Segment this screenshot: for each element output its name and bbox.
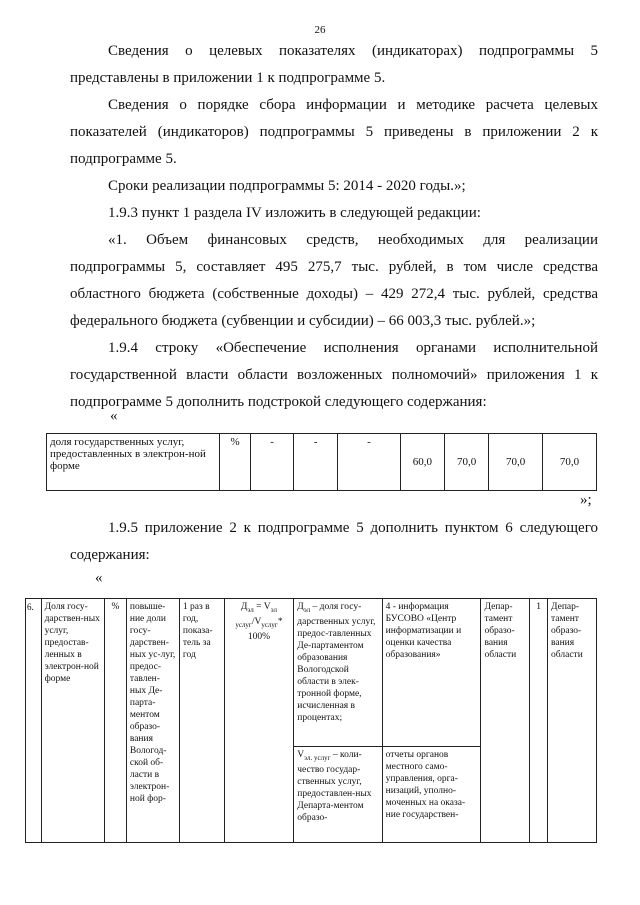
indicator-subrow-table [46,433,597,491]
periodicity-cell: 1 раз в год, показа-тель за год [179,599,224,843]
paragraph-methodology: Сведения о порядке сбора информации и методике расчета целевых показателей (индикаторов) подпрограммы 5 приведены в приложении 2 к подпрограмме 5. [70,97,598,167]
description-cell-1 [294,599,382,747]
formula-lhs-sub: эл [247,605,254,614]
formula-tail: 100% [247,631,271,642]
source-cell-1: 4 - информация БУСОВО «Центр информатизации и оценки качества образования» [382,599,481,747]
unit-cell: % [105,599,127,843]
indicator-name-cell: Доля госу-дарствен-ных услуг, предостав-ленных в электрон-ной форме [41,599,104,843]
methodology-table [25,598,597,843]
formula-v2: V [254,616,262,627]
table-row [47,434,597,491]
paragraph-1-9-4: 1.9.4 строку «Обеспечение исполнения органами исполнительной государственной власти области возложенных полномочий» приложения 1 к подпрограмме 5 дополнить подстрокой следующего содержания: [70,340,598,410]
formula-v1: V [263,602,271,612]
responsible-cell-2: Депар-тамент образо-вания области [548,599,597,843]
close-quote-1: »; [580,492,592,508]
desc-2-text: – коли-чество государ-ственных услуг, предоставлен-ных Департа-ментом образо- [297,750,372,823]
formula-cell: $Д_{эл} = V_{эл услуг}/V_{услуг}*$ 100% [224,599,294,843]
column-number-cell: 1 [530,599,548,843]
formula-v1-sub: эл услуг [235,605,278,629]
desc-1-var: Д [297,602,304,612]
paragraph-financing: «1. Объем финансовых средств, необходимых для реализации подпрограммы 5, составляет 495 275,7 тыс. рублей, в том числе средства областного бюджета (собственные доходы) – 429 272,4 тыс. рублей, средства федерального бюджета (субвенции и субсидии) – 66 003,3 тыс. рублей.»; [70,232,598,329]
desc-1-sub: эл [303,605,311,614]
formula-v2-sub: услуг [261,620,278,629]
description-cell-2 [294,747,382,843]
definition-cell: повыше-ние доли госу-дарствен-ных ус-луг, предос-тавлен-ных Де-парта-ментом образо-вания Вологод-ской об-ласти в электрон-ной фор- [126,599,179,843]
value-cell-4: 70,0 [543,434,597,491]
dash-cell-2: - [294,434,338,491]
desc-2-var: V [297,750,305,760]
page-number: 26 [314,24,326,36]
source-cell-2: отчеты органов местного само-управления, орга-низаций, уполно-моченных на оказа-ние государствен- [382,747,481,843]
value-cell-1: 60,0 [400,434,444,491]
open-quote-1: « [110,408,118,424]
dash-cell-1: - [250,434,294,491]
unit-cell: % [220,434,250,491]
desc-2-sub: эл. услуг [304,753,331,762]
paragraph-1-9-3: 1.9.3 пункт 1 раздела IV изложить в следующей редакции: [108,205,481,221]
indicator-name-cell: доля государственных услуг, предоставленных в электрон-ной форме [47,434,220,491]
paragraph-1-9-5: 1.9.5 приложение 2 к подпрограмме 5 дополнить пунктом 6 следующего содержания: [70,520,598,563]
paragraph-indicators-appendix: Сведения о целевых показателях (индикаторах) подпрограммы 5 представлены в приложении 1 к подпрограмме 5. [70,43,598,86]
dash-cell-3: - [338,434,401,491]
responsible-cell-1: Депар-тамент образо-вания области [481,599,530,843]
open-quote-2: « [95,570,103,586]
value-cell-2: 70,0 [445,434,489,491]
table-row [26,599,597,747]
desc-1-text: – доля госу-дарственных услуг, предос-тавленных Де-партаментом образования Вологодской области в элек-тронной форме, исчисленная в процентах; [297,602,376,723]
paragraph-terms: Сроки реализации подпрограммы 5: 2014 - 2020 годы.»; [108,178,466,194]
row-number-cell: 6. [26,599,42,843]
formula-lhs: Д [240,602,248,612]
value-cell-3: 70,0 [489,434,543,491]
